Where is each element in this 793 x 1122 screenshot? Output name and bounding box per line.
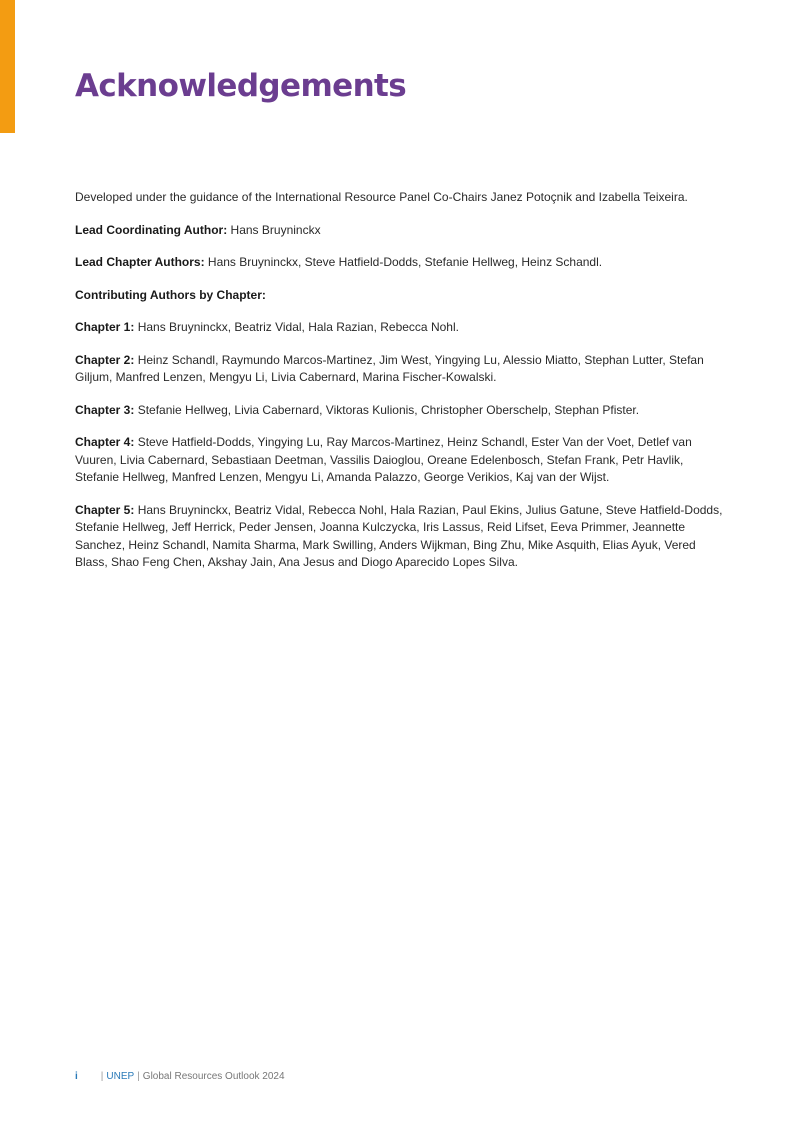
chapter-label: Chapter 5: xyxy=(75,502,135,517)
chapter-label: Chapter 2: xyxy=(75,352,135,367)
contributing-heading-label: Contributing Authors by Chapter: xyxy=(75,287,266,302)
lead-chapter-authors xyxy=(75,254,725,272)
acknowledgements-body xyxy=(75,189,725,587)
chapter-1-authors xyxy=(75,319,725,337)
chapter-names: Hans Bruyninckx, Beatriz Vidal, Rebecca Nohl, Hala Razian, Paul Ekins, Julius Gatune, Steve Hatfield-Dodds, Stefanie Hellweg, Jeff Herrick, Peder Jensen, Joanna Kulczycka, Iris Lassus, Reid Lifset, Eeva Primmer, Jeannette Sanchez, Heinz Schandl, Namita Sharma, Mark Swilling, Anders Wijkman, Bing Zhu, Mike Asquith, Elias Ayuk, Vered Blass, Shao Feng Chen, Akshay Jain, Ana Jesus and Diogo Aparecido Lopes Silva. xyxy=(75,502,723,569)
chapter-label: Chapter 1: xyxy=(75,320,135,334)
chapter-names: Heinz Schandl, Raymundo Marcos-Martinez, Jim West, Yingying Lu, Alessio Miatto, Stephan Lutter, Stefan Giljum, Manfred Lenzen, Mengyu Li, Livia Cabernard, Marina Fischer-Kowalski. xyxy=(75,352,704,384)
page-footer xyxy=(75,1071,285,1082)
lead-chapter-names: Hans Bruyninckx, Steve Hatfield-Dodds, Stefanie Hellweg, Heinz Schandl. xyxy=(207,255,603,269)
accent-bar xyxy=(0,0,15,133)
chapter-3-authors xyxy=(75,402,725,420)
footer-separator: | xyxy=(100,1071,104,1082)
page-title: Acknowledgements xyxy=(75,68,407,104)
lead-coordinating-author xyxy=(75,222,725,240)
chapter-names: Stefanie Hellweg, Livia Cabernard, Viktoras Kulionis, Christopher Oberschelp, Stephan Pfister. xyxy=(137,402,640,417)
contributing-heading xyxy=(75,287,725,305)
chapter-names: Steve Hatfield-Dodds, Yingying Lu, Ray Marcos-Martinez, Heinz Schandl, Ester Van der Voet, Detlef van Vuuren, Livia Cabernard, Sebastiaan Deetman, Vassilis Daioglou, Oreane Edelenbosch, Stefan Frank, Petr Havlik, Stefanie Hellweg, Manfred Lenzen, Mengyu Li, Amanda Palazzo, George Verikios, Kaj van der Wijst. xyxy=(75,435,692,484)
chapter-label: Chapter 3: xyxy=(75,402,135,417)
footer-separator: | xyxy=(137,1071,140,1082)
lead-coordinating-names: Hans Bruyninckx xyxy=(230,222,321,237)
lead-chapter-label: Lead Chapter Authors: xyxy=(75,255,205,269)
chapter-5-authors xyxy=(75,502,725,572)
chapter-label: Chapter 4: xyxy=(75,435,135,449)
chapter-names: Hans Bruyninckx, Beatriz Vidal, Hala Razian, Rebecca Nohl. xyxy=(137,320,459,334)
chapter-4-authors xyxy=(75,434,725,487)
lead-coordinating-label: Lead Coordinating Author: xyxy=(75,222,228,237)
chapter-2-authors xyxy=(75,352,725,387)
page-number: i xyxy=(75,1071,78,1082)
intro-paragraph: Developed under the guidance of the International Resource Panel Co-Chairs Janez Potoçnik and Izabella Teixeira. xyxy=(75,190,688,204)
footer-publication: Global Resources Outlook 2024 xyxy=(142,1071,285,1082)
footer-org: UNEP xyxy=(106,1071,135,1082)
